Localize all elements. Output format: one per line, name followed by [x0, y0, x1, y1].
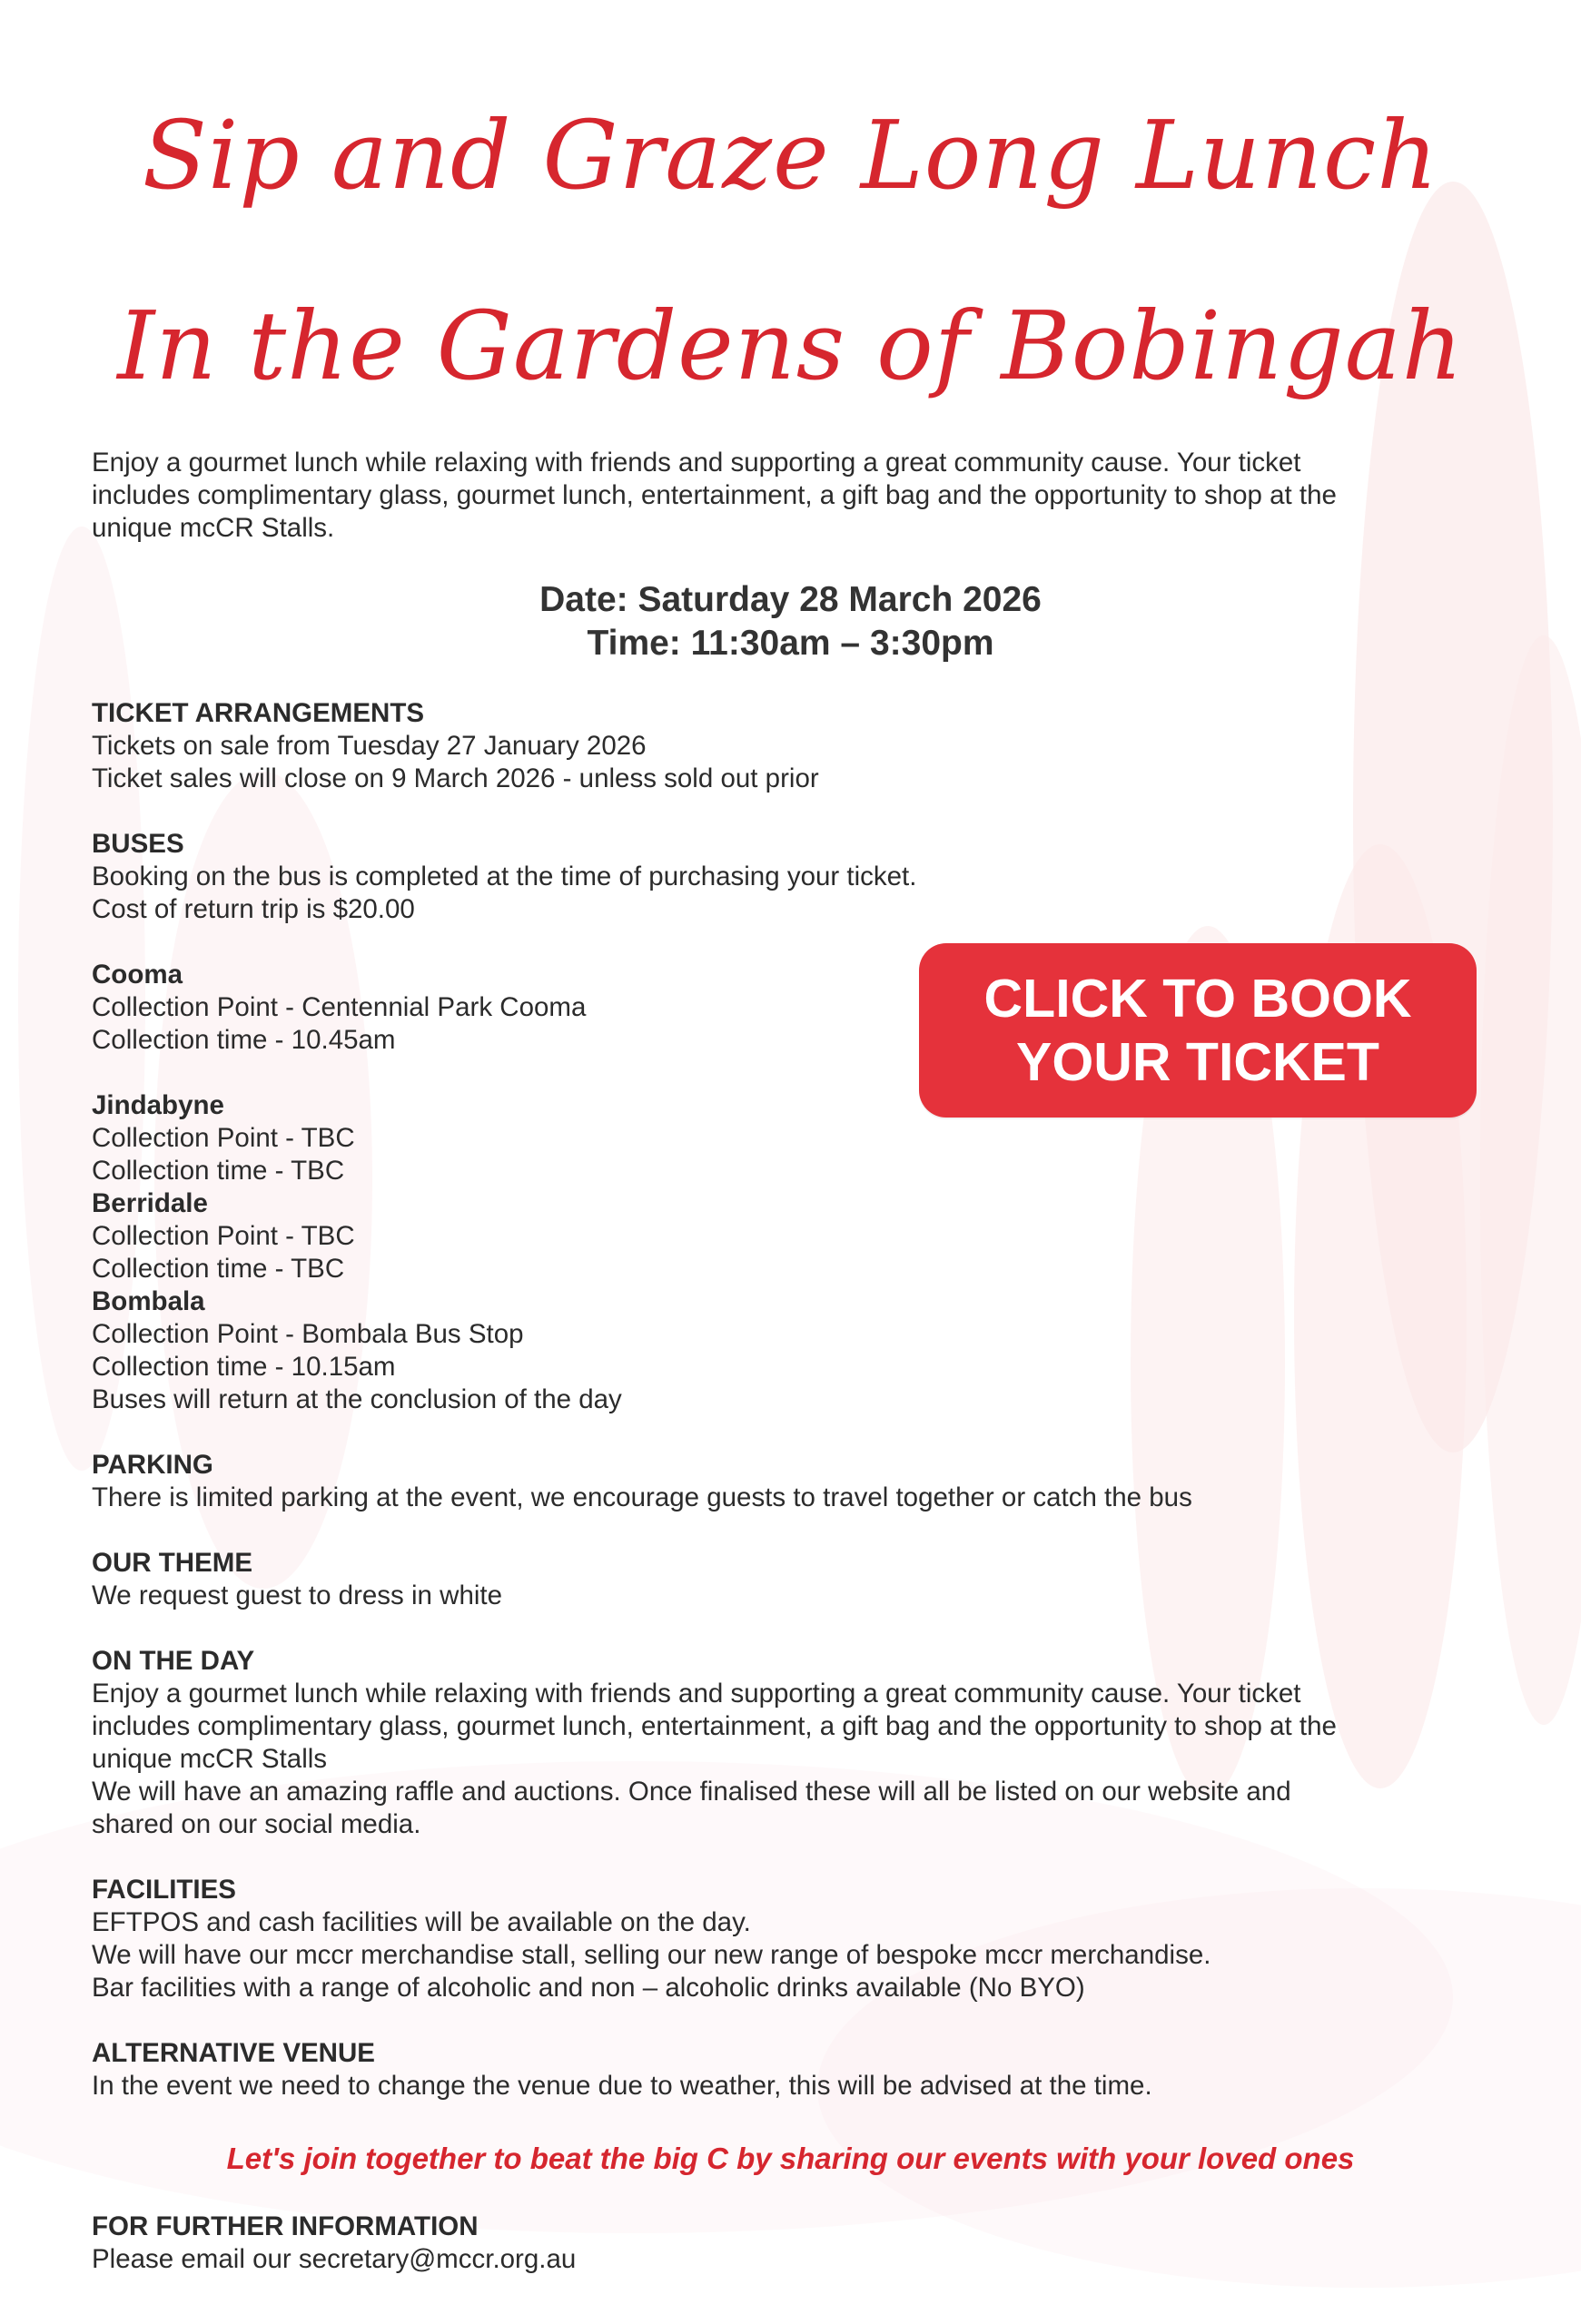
- bus-stop-point: Collection Point - TBC: [92, 1221, 355, 1251]
- buses-section: [92, 828, 1000, 926]
- parking-line: There is limited parking at the event, we encourage guests to travel together or catch the bus: [92, 1482, 1192, 1512]
- intro-line: includes complimentary glass, gourmet lunch, entertainment, a gift bag and the opportunity to shop at the: [92, 480, 1337, 510]
- book-button-line1: CLICK TO BOOK: [983, 969, 1412, 1029]
- bus-stop-city: Cooma: [92, 960, 183, 990]
- further-info-section: [92, 2211, 1490, 2276]
- intro-paragraph: [92, 447, 1490, 545]
- bus-stop-time: Collection time - TBC: [92, 1254, 345, 1284]
- bus-stop-point: Collection Point - TBC: [92, 1123, 355, 1153]
- slogan: Let's join together to beat the big C by sharing our events with your loved ones: [226, 2142, 1355, 2175]
- alternative-line: In the event we need to change the venue due to weather, this will be advised at the time.: [92, 2071, 1152, 2101]
- bus-return-note: Buses will return at the conclusion of the day: [92, 1384, 622, 1414]
- facilities-line: Bar facilities with a range of alcoholic and non – alcoholic drinks available (No BYO): [92, 1973, 1085, 2003]
- bus-stop-city: Jindabyne: [92, 1090, 224, 1120]
- event-time: Time: 11:30am – 3:30pm: [587, 624, 994, 663]
- alternative-heading: ALTERNATIVE VENUE: [92, 2038, 375, 2068]
- on-the-day-heading: ON THE DAY: [92, 1646, 255, 1676]
- bus-stop-time: Collection time - TBC: [92, 1156, 345, 1186]
- bus-stop-city: Berridale: [92, 1188, 208, 1218]
- buses-line: Cost of return trip is $20.00: [92, 894, 415, 924]
- intro-line: Enjoy a gourmet lunch while relaxing with friends and supporting a great community cause. Your ticket: [92, 448, 1301, 478]
- further-info-heading: FOR FURTHER INFORMATION: [92, 2211, 479, 2241]
- book-ticket-button[interactable]: [919, 943, 1477, 1118]
- book-button-line2: YOUR TICKET: [1016, 1032, 1379, 1092]
- intro-line: unique mcCR Stalls.: [92, 513, 335, 543]
- alternative-section: [92, 2037, 1490, 2102]
- parking-section: [92, 1449, 1490, 1514]
- event-date: Date: Saturday 28 March 2026: [539, 580, 1042, 619]
- on-the-day-line: includes complimentary glass, gourmet lunch, entertainment, a gift bag and the opportunity to shop at the: [92, 1711, 1337, 1741]
- bus-stop-time: Collection time - 10.45am: [92, 1025, 396, 1055]
- theme-heading: OUR THEME: [92, 1548, 252, 1578]
- bus-stop-point: Collection Point - Bombala Bus Stop: [92, 1319, 524, 1349]
- bus-stops: [92, 959, 909, 1416]
- parking-heading: PARKING: [92, 1450, 213, 1480]
- bus-stop-city: Bombala: [92, 1286, 205, 1316]
- facilities-heading: FACILITIES: [92, 1875, 236, 1905]
- event-title-line1: Sip and Graze Long Lunch: [142, 100, 1439, 211]
- on-the-day-line: We will have an amazing raffle and auctions. Once finalised these will all be listed on our website and: [92, 1777, 1291, 1807]
- facilities-line: EFTPOS and cash facilities will be available on the day.: [92, 1907, 751, 1937]
- ticket-section: [92, 697, 1490, 795]
- bus-stop-point: Collection Point - Centennial Park Cooma: [92, 992, 587, 1022]
- facilities-line: We will have our mccr merchandise stall, selling our new range of bespoke mccr merchandise.: [92, 1940, 1211, 1970]
- ticket-heading: TICKET ARRANGEMENTS: [92, 698, 425, 728]
- buses-heading: BUSES: [92, 829, 184, 859]
- bus-stop-time: Collection time - 10.15am: [92, 1352, 396, 1382]
- further-info-line: Please email our secretary@mccr.org.au: [92, 2244, 577, 2274]
- on-the-day-line: unique mcCR Stalls: [92, 1744, 328, 1774]
- event-title-line2: In the Gardens of Bobingah: [117, 290, 1464, 401]
- on-the-day-line: Enjoy a gourmet lunch while relaxing with friends and supporting a great community cause. Your ticket: [92, 1679, 1301, 1709]
- ticket-line: Tickets on sale from Tuesday 27 January 2026: [92, 731, 647, 761]
- facilities-section: [92, 1874, 1490, 2004]
- ticket-line: Ticket sales will close on 9 March 2026 - unless sold out prior: [92, 763, 819, 793]
- theme-section: [92, 1547, 1490, 1612]
- on-the-day-line: shared on our social media.: [92, 1809, 421, 1839]
- buses-line: Booking on the bus is completed at the time of purchasing your ticket.: [92, 862, 917, 891]
- on-the-day-section: [92, 1645, 1490, 1841]
- theme-line: We request guest to dress in white: [92, 1581, 503, 1610]
